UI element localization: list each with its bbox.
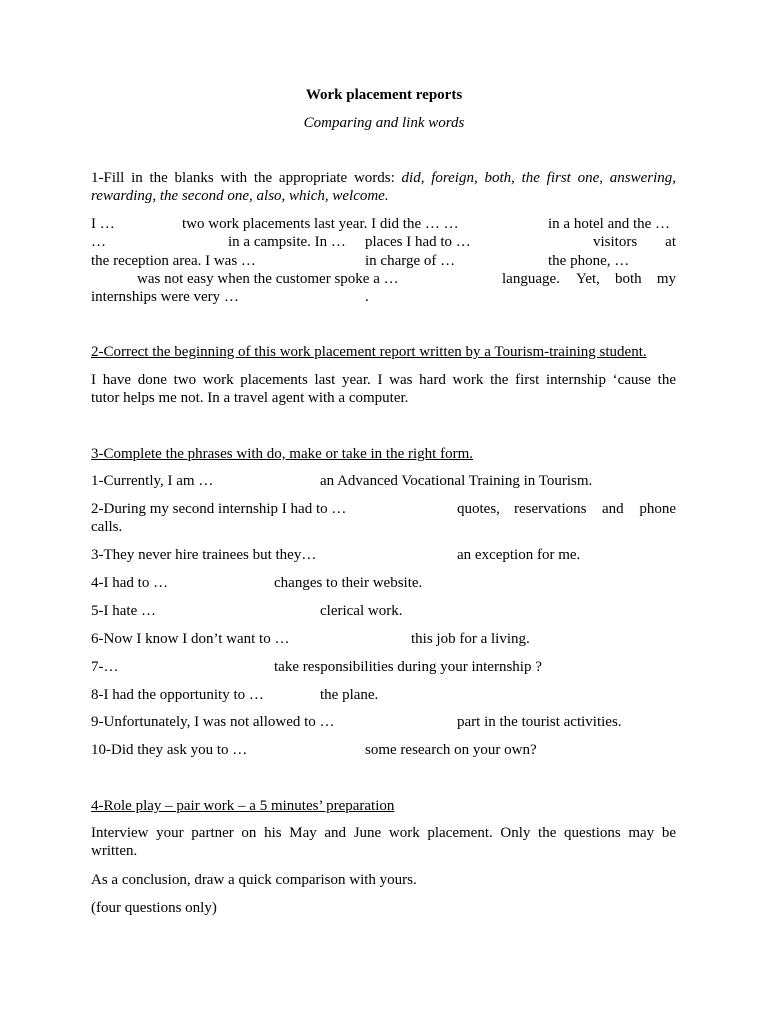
instruction-lead: 1-Fill in the blanks with the appropriate words: — [91, 170, 402, 186]
item-prompt: 7-… — [91, 659, 119, 675]
gap-text: in a hotel and the … — [548, 216, 671, 232]
exercise-4-line-1: Interview your partner on his May and June work placement. Only the questions may be — [91, 825, 676, 841]
gap-text: two work placements last year. I did the … … — [182, 216, 459, 232]
gap-text: internships were very … — [91, 289, 239, 305]
exercise-3-item — [91, 546, 676, 564]
item-continuation: the plane. — [320, 687, 379, 703]
exercise-2-heading: 2-Correct the beginning of this work placement report written by a Tourism-training student. — [91, 344, 647, 360]
exercise-1-line-5 — [91, 288, 676, 306]
item-prompt: 1-Currently, I am … — [91, 473, 214, 489]
item-prompt: 5-I hate … — [91, 603, 156, 619]
exercise-3-item — [91, 658, 676, 676]
gap-text: . — [365, 289, 369, 305]
exercise-1-line-4 — [91, 270, 676, 288]
item-prompt: 9-Unfortunately, I was not allowed to … — [91, 714, 335, 730]
item-prompt: 2-During my second internship I had to … — [91, 501, 347, 517]
exercise-4-text — [91, 824, 676, 860]
gap-text: at — [665, 234, 676, 250]
word-bank-line-1: did, foreign, both, the first one, answering, — [401, 170, 676, 186]
gap-text: my — [656, 271, 676, 287]
item-continuation: an exception for me. — [457, 547, 581, 563]
exercise-3-item — [91, 686, 676, 704]
item-continuation: clerical work. — [320, 603, 403, 619]
item-continuation: part in the tourist activities. — [457, 714, 622, 730]
page-subtitle: Comparing and link words — [303, 115, 465, 131]
exercise-3-item — [91, 500, 676, 518]
gap-text: … — [91, 234, 106, 250]
exercise-1-line-1 — [91, 215, 676, 233]
exercise-1-line-2 — [91, 233, 676, 251]
gap-text: Yet, — [576, 271, 600, 287]
item-prompt: 10-Did they ask you to … — [91, 742, 248, 758]
exercise-3-item-wrap — [91, 518, 676, 536]
item-prompt: 3-They never hire trainees but they… — [91, 547, 317, 563]
item-continuation: phone — [639, 501, 676, 517]
exercise-2-line-1: I have done two work placements last year. I was hard work the first internship ‘cause the — [91, 372, 676, 388]
item-continuation: some research on your own? — [365, 742, 537, 758]
exercise-1-instruction — [91, 169, 676, 205]
item-continuation: take responsibilities during your internship ? — [274, 659, 542, 675]
item-prompt: 4-I had to … — [91, 575, 169, 591]
exercise-4-heading: 4-Role play – pair work – a 5 minutes’ preparation — [91, 798, 395, 814]
item-continuation: calls. — [91, 519, 123, 535]
gap-text: both — [615, 271, 642, 287]
exercise-3-item — [91, 630, 676, 648]
item-prompt: 6-Now I know I don’t want to … — [91, 631, 290, 647]
gap-text: in charge of … — [365, 253, 456, 269]
gap-text: was not easy when the customer spoke a … — [137, 271, 399, 287]
exercise-1-line-3 — [91, 252, 676, 270]
item-continuation: changes to their website. — [274, 575, 423, 591]
page-title: Work placement reports — [305, 87, 463, 103]
exercise-3-item — [91, 602, 676, 620]
item-continuation: quotes, — [457, 501, 500, 517]
gap-text: in a campsite. In … — [228, 234, 346, 250]
gap-text: visitors — [593, 234, 638, 250]
gap-text: the reception area. I was … — [91, 253, 256, 269]
item-prompt: 8-I had the opportunity to … — [91, 687, 264, 703]
gap-text: places I had to … — [365, 234, 471, 250]
exercise-3-heading: 3-Complete the phrases with do, make or take in the right form. — [91, 446, 473, 462]
exercise-4-conclusion: As a conclusion, draw a quick comparison with yours. — [91, 872, 417, 888]
exercise-2-text — [91, 371, 676, 407]
item-continuation: reservations — [514, 501, 587, 517]
exercise-4-line-2: written. — [91, 843, 138, 859]
gap-text: the phone, … — [548, 253, 630, 269]
exercise-2-line-2: tutor helps me not. In a travel agent with a computer. — [91, 390, 409, 406]
word-bank-line-2: rewarding, the second one, also, which, welcome. — [91, 188, 389, 204]
gap-text: language. — [502, 271, 560, 287]
gap-text: I … — [91, 216, 115, 232]
exercise-4-note: (four questions only) — [91, 900, 217, 916]
exercise-3-item — [91, 741, 676, 759]
exercise-3-item — [91, 472, 676, 490]
item-continuation: and — [602, 501, 624, 517]
exercise-3-item — [91, 574, 676, 592]
item-continuation: this job for a living. — [411, 631, 530, 647]
item-continuation: an Advanced Vocational Training in Tourism. — [320, 473, 593, 489]
exercise-3-item — [91, 713, 676, 731]
